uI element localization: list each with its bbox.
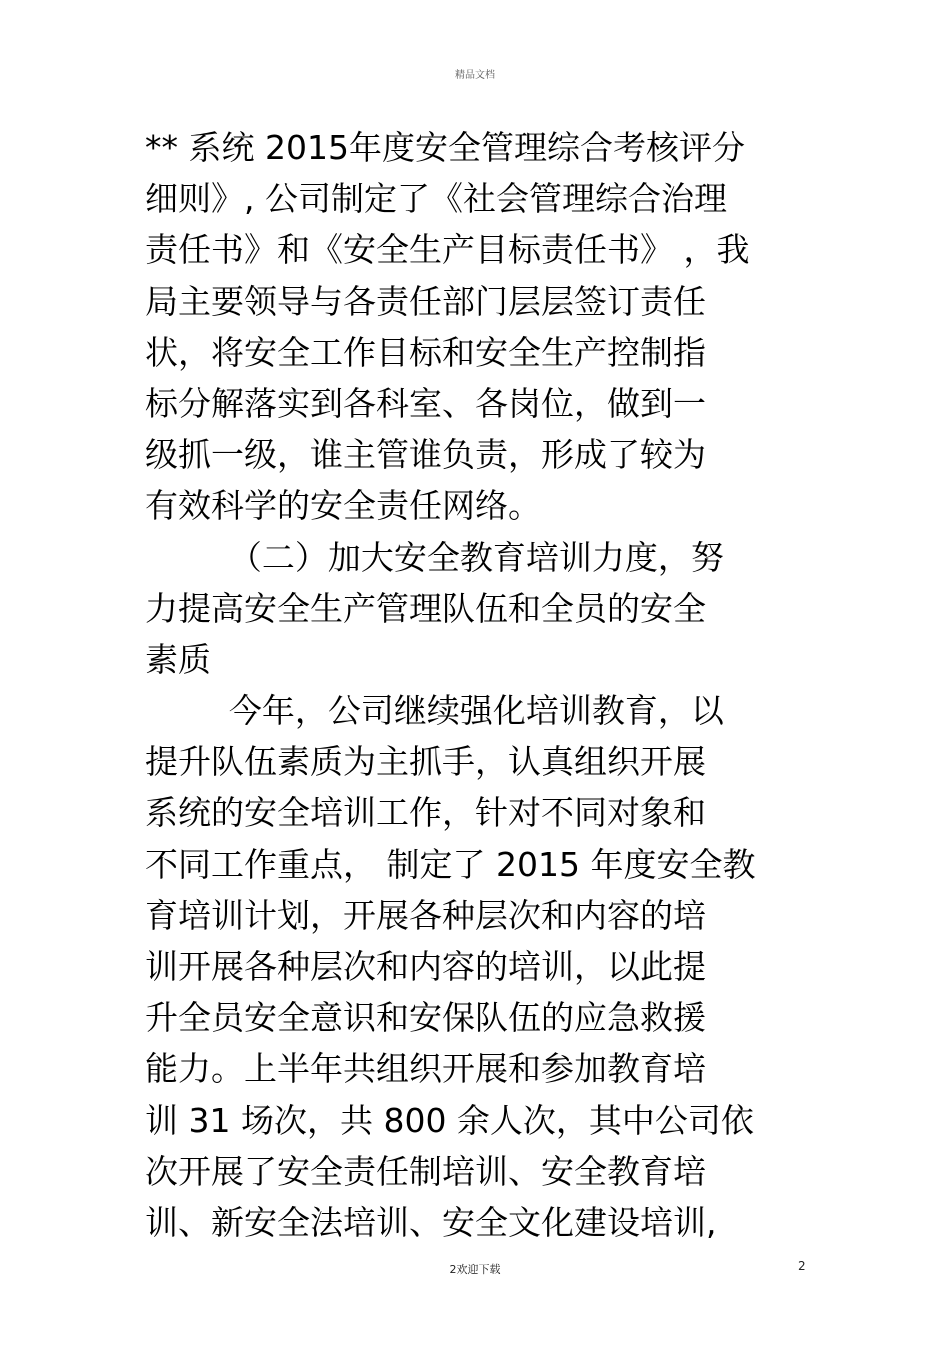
page-header: 精品文档 xyxy=(455,70,495,81)
text-line: 责任书》和《安全生产目标责任书》 ，我 xyxy=(145,230,750,270)
section-heading-line: 素质 xyxy=(145,639,211,679)
text-line: 局主要领导与各责任部门层层签订责任 xyxy=(145,281,706,321)
section-heading-line: 力提高安全生产管理队伍和全员的安全 xyxy=(145,588,706,628)
section-heading-line: （二）加大安全教育培训力度，努 xyxy=(145,537,724,577)
text-line: ** 系统 2015年度安全管理综合考核评分 xyxy=(145,128,745,167)
page-number: 2 xyxy=(798,1259,806,1273)
document-body xyxy=(145,122,825,1248)
text-line: 训 31 场次，共 800 余人次，其中公司依 xyxy=(145,1100,754,1140)
text-line: 训开展各种层次和内容的培训，以此提 xyxy=(145,947,706,986)
text-line: 状，将安全工作目标和安全生产控制指 xyxy=(145,332,706,372)
text-line: 今年，公司继续强化培训教育，以 xyxy=(145,691,724,731)
text-line: 不同工作重点， 制定了 2015 年度安全教 xyxy=(145,844,756,884)
text-line: 级抓一级，谁主管谁负责，形成了较为 xyxy=(145,435,706,475)
page-footer: 2欢迎下载 xyxy=(449,1263,501,1276)
text-line: 提升队伍素质为主抓手，认真组织开展 xyxy=(145,742,706,782)
text-line: 系统的安全培训工作，针对不同对象和 xyxy=(145,793,706,833)
text-line: 细则》, 公司制定了《社会管理综合治理 xyxy=(145,179,727,219)
text-line: 升全员安全意识和安保队伍的应急救援 xyxy=(145,998,706,1038)
text-line: 有效科学的安全责任网络。 xyxy=(145,486,541,526)
text-line: 次开展了安全责任制培训、安全教育培 xyxy=(145,1151,706,1191)
text-line: 育培训计划，开展各种层次和内容的培 xyxy=(145,895,706,935)
text-line: 标分解落实到各科室、各岗位，做到一 xyxy=(145,383,706,423)
text-line: 能力。上半年共组织开展和参加教育培 xyxy=(145,1049,706,1089)
text-line: 训、新安全法培训、安全文化建设培训, xyxy=(145,1202,717,1242)
